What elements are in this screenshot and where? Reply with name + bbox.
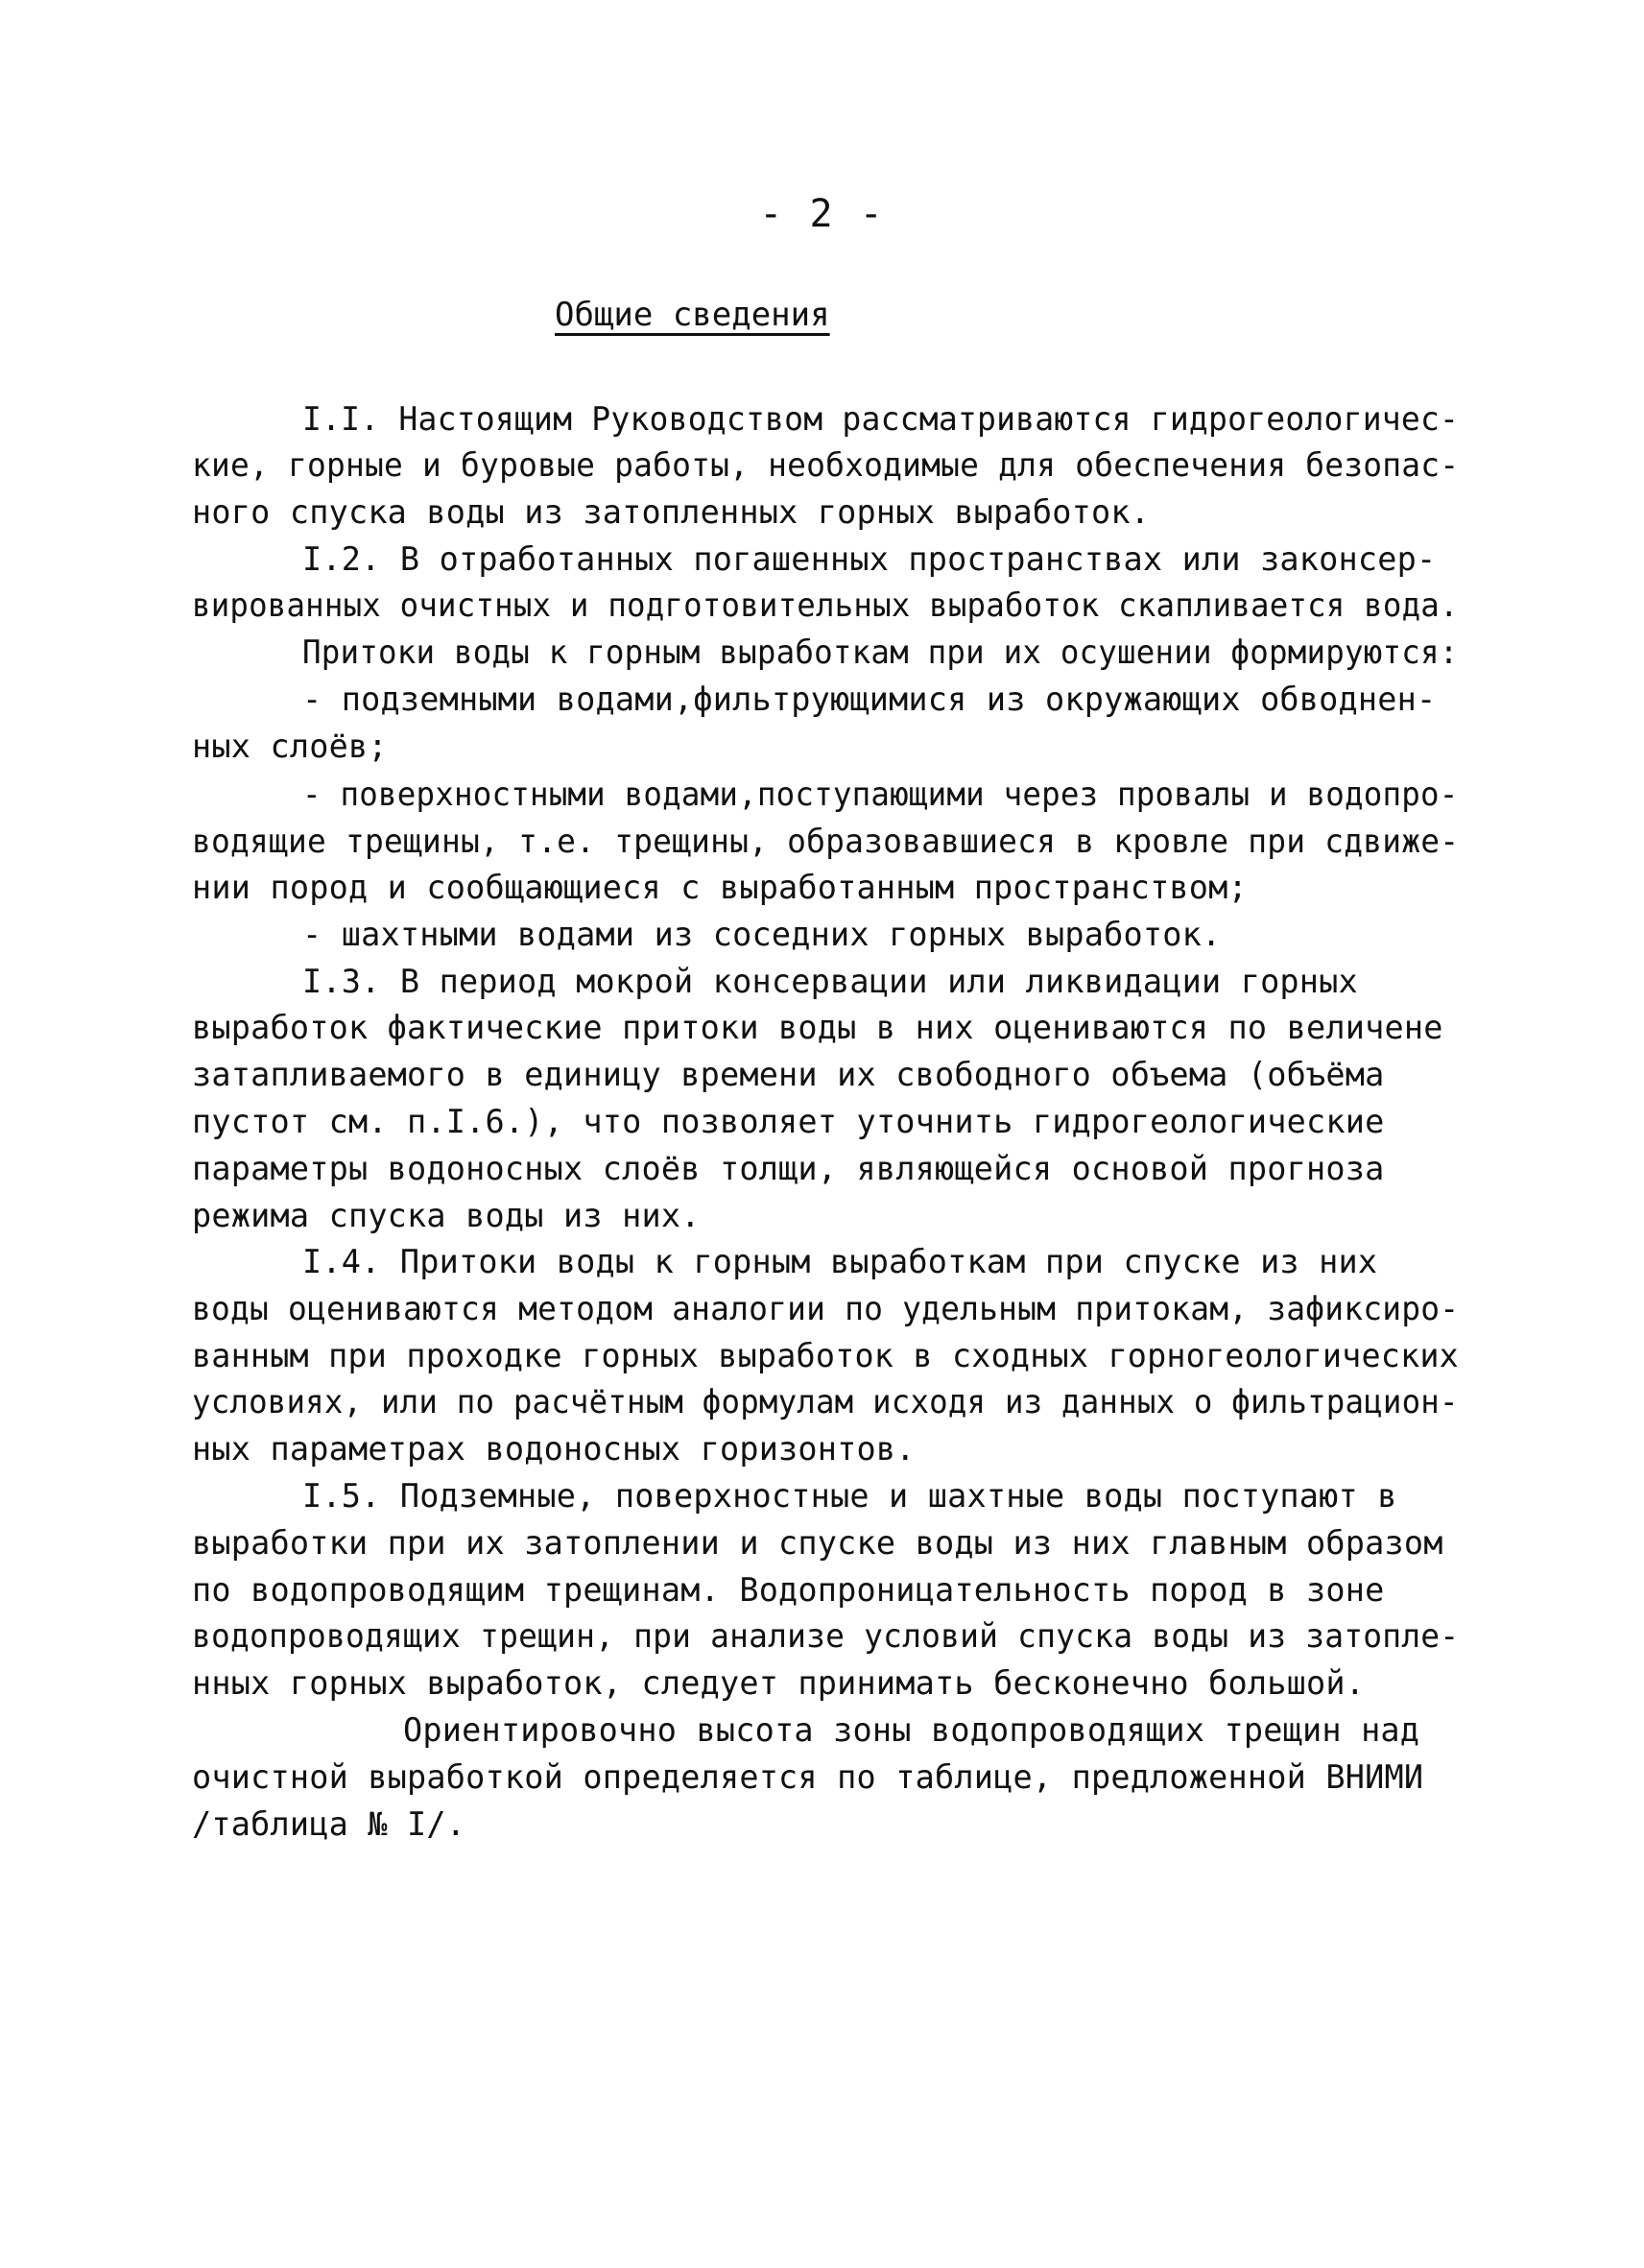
text-line: нных горных выработок, следует принимать бесконечно большой. bbox=[192, 1664, 1366, 1702]
text-line: кие, горные и буровые работы, необходимые для обеспечения безопас- bbox=[192, 446, 1460, 484]
text-line: I.3. В период мокрой консервации или ликвидации горных bbox=[302, 963, 1358, 1000]
text-line: условиях, или по расчётным формулам исходя из данных о фильтрацион- bbox=[192, 1383, 1459, 1420]
text-line: водящие трещины, т.е. трещины, образовавшиеся в кровле при сдвиже- bbox=[192, 823, 1460, 860]
text-line: по водопроводящим трещинам. Водопроницательность пород в зоне bbox=[192, 1571, 1385, 1609]
text-line: пустот см. п.I.6.), что позволяет уточнить гидрогеологические bbox=[192, 1103, 1385, 1140]
text-line: вированных очистных и подготовительных выработок скапливается вода. bbox=[192, 586, 1459, 624]
text-line: ванным при проходке горных выработок в сходных горногеологических bbox=[192, 1337, 1459, 1374]
text-line: воды оцениваются методом аналогии по удельным притокам, зафиксиро- bbox=[192, 1290, 1460, 1327]
section-title: Общие сведения bbox=[555, 296, 830, 334]
text-line: ных слоёв; bbox=[192, 728, 388, 765]
text-line: Притоки воды к горным выработкам при их осушении формируются: bbox=[302, 633, 1459, 671]
text-line: выработок фактические притоки воды в них оцениваются по величене bbox=[192, 1009, 1443, 1046]
text-line: нии пород и сообщающиеся с выработанным пространством; bbox=[192, 869, 1248, 906]
text-line: ного спуска воды из затопленных горных выработок. bbox=[192, 493, 1151, 531]
text-line: I.5. Подземные, поверхностные и шахтные воды поступают в bbox=[302, 1477, 1397, 1515]
text-line: - шахтными водами из соседних горных выработок. bbox=[302, 916, 1222, 953]
text-line: I.4. Притоки воды к горным выработкам при спуске из них bbox=[302, 1243, 1378, 1280]
text-line: /таблица № I/. bbox=[192, 1805, 466, 1843]
text-line: режима спуска воды из них. bbox=[192, 1197, 701, 1234]
text-line: параметры водоносных слоёв толщи, являющейся основой прогноза bbox=[192, 1150, 1385, 1187]
text-line: - подземными водами,фильтрующимися из окружающих обводнен- bbox=[302, 680, 1437, 718]
text-line: I.2. В отработанных погашенных пространствах или законсер- bbox=[302, 540, 1437, 578]
text-line: ных параметрах водоносных горизонтов. bbox=[192, 1430, 916, 1468]
text-line: - поверхностными водами,поступающими через провалы и водопро- bbox=[302, 776, 1459, 813]
page-number: - 2 - bbox=[759, 192, 885, 236]
text-line: Ориентировочно высота зоны водопроводящих трещин над bbox=[403, 1711, 1420, 1749]
text-line: очистной выработкой определяется по таблице, предложенной ВНИМИ bbox=[192, 1758, 1424, 1796]
text-line: затапливаемого в единицу времени их свободного объема (объёма bbox=[192, 1056, 1385, 1093]
text-line: водопроводящих трещин, при анализе условий спуска воды из затопле- bbox=[192, 1617, 1460, 1655]
text-line: выработки при их затоплении и спуске воды из них главным образом bbox=[192, 1524, 1443, 1562]
text-line: I.I. Настоящим Руководством рассматриваются гидрогеологичес- bbox=[302, 400, 1460, 438]
